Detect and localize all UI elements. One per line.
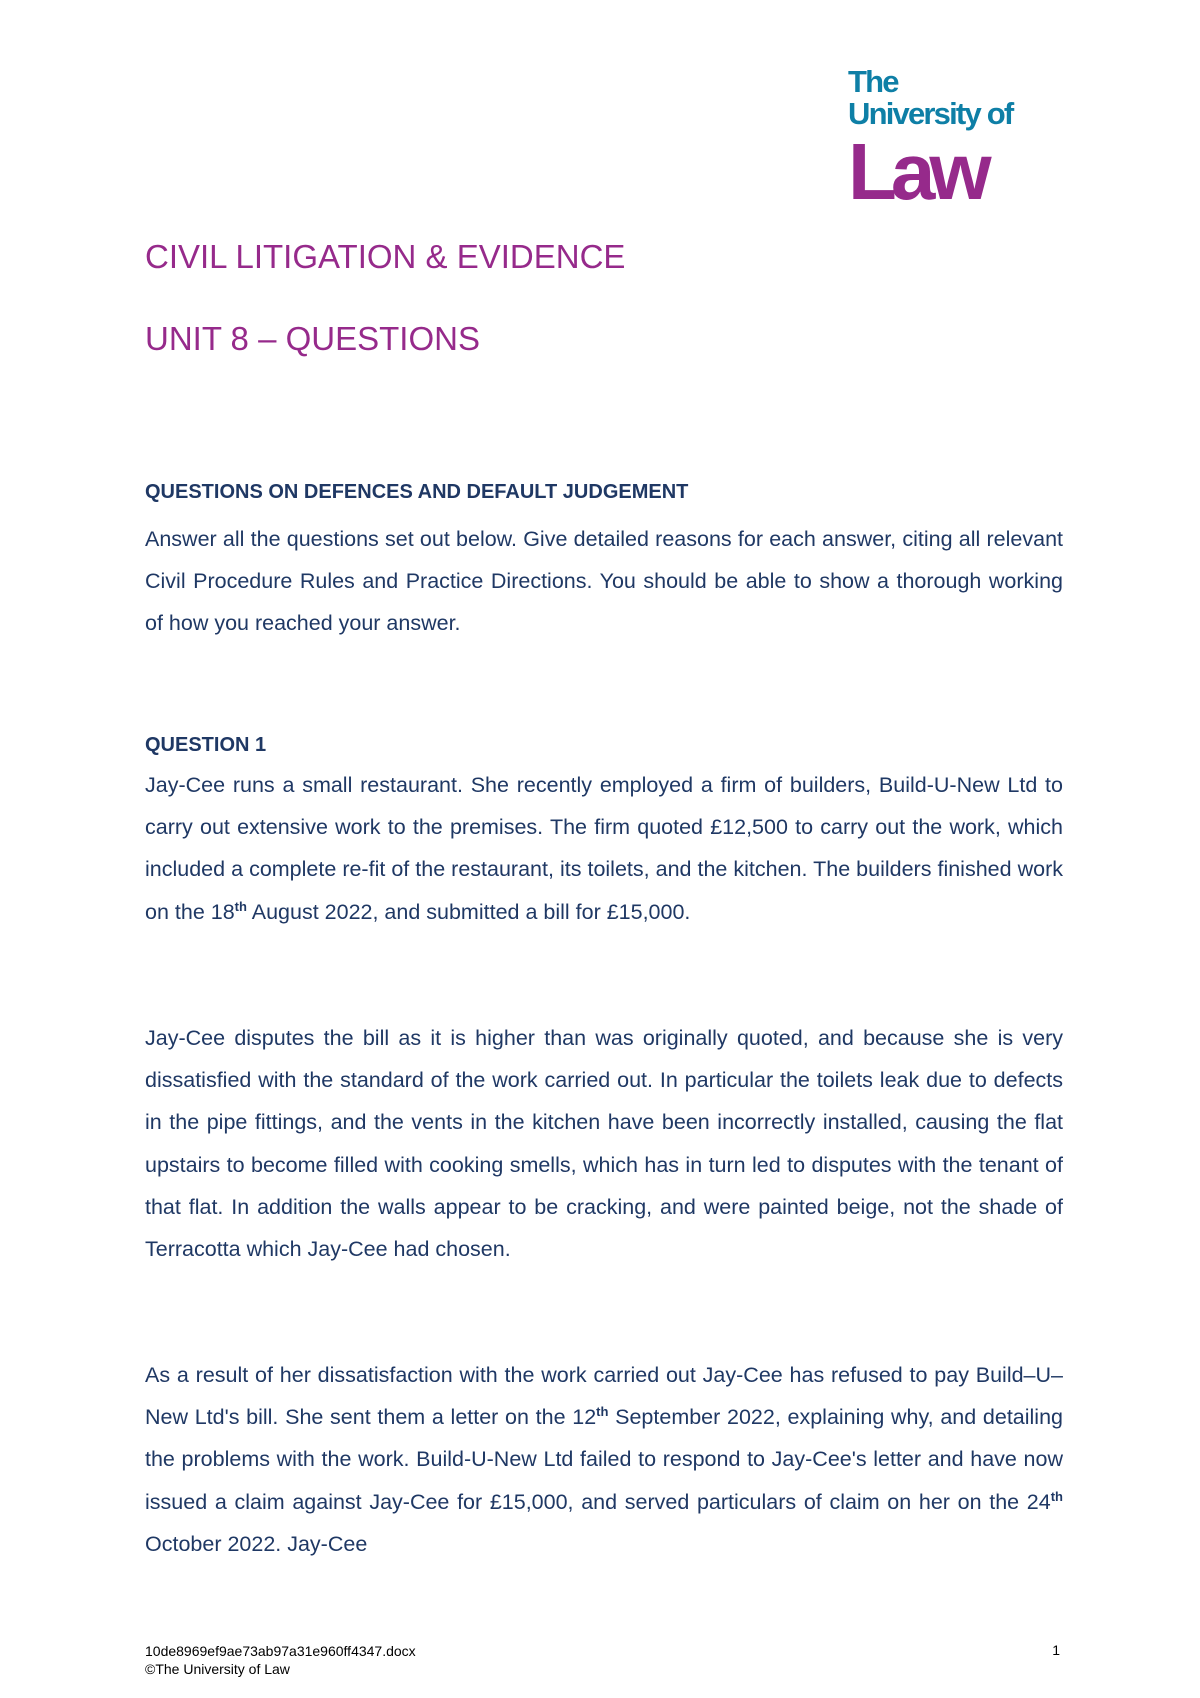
footer-copyright: ©The University of Law xyxy=(145,1661,290,1677)
page-number: 1 xyxy=(1052,1642,1060,1658)
logo-line-the: The xyxy=(848,64,898,99)
university-of-law-logo xyxy=(848,64,1038,216)
footer-info xyxy=(145,1642,416,1678)
question-1-paragraph-1: Jay-Cee runs a small restaurant. She recently employed a firm of builders, Build-U-New Ltd to carry out extensive work to the premises. The firm quoted £12,500 to carry out the work, which included a complete re-fit of the restaurant, its toilets, and the kitchen. The builders finished work on the 18th August 2022, and submitted a bill for £15,000. xyxy=(145,773,1063,924)
question-1-paragraph-3: As a result of her dissatisfaction with the work carried out Jay-Cee has refused to pay Build–U–New Ltd's bill. She sent them a letter on the 12th September 2022, explaining why, and detailing the problems with the work. Build-U-New Ltd failed to respond to Jay-Cee's letter and have now issued a claim against Jay-Cee for £15,000, and served particulars of claim on her on the 24th October 2022. Jay-Cee xyxy=(145,1363,1063,1556)
question-1-heading: QUESTION 1 xyxy=(145,734,267,756)
unit-heading: UNIT 8 – QUESTIONS xyxy=(145,320,480,357)
logo-line-university-of: University of xyxy=(848,96,1013,131)
footer-filename: 10de8969ef9ae73ab97a31e960ff4347.docx xyxy=(145,1643,416,1659)
intro-heading: QUESTIONS ON DEFENCES AND DEFAULT JUDGEMENT xyxy=(145,481,689,503)
intro-paragraph: Answer all the questions set out below. Give detailed reasons for each answer, citing all relevant Civil Procedure Rules and Practice Directions. You should be able to show a thorough working of how you reached your answer. xyxy=(145,527,1063,636)
question-1-paragraph-2: Jay-Cee disputes the bill as it is higher than was originally quoted, and because she is very dissatisfied with the standard of the work carried out. In particular the toilets leak due to defects in the pipe fittings, and the vents in the kitchen have been incorrectly installed, causing the flat upstairs to become filled with cooking smells, which has in turn led to disputes with the tenant of that flat. In addition the walls appear to be cracking, and were painted beige, not the shade of Terracotta which Jay-Cee had chosen. xyxy=(145,1026,1063,1262)
document-title: CIVIL LITIGATION & EVIDENCE xyxy=(145,238,626,275)
logo-line-law: Law xyxy=(848,127,986,216)
